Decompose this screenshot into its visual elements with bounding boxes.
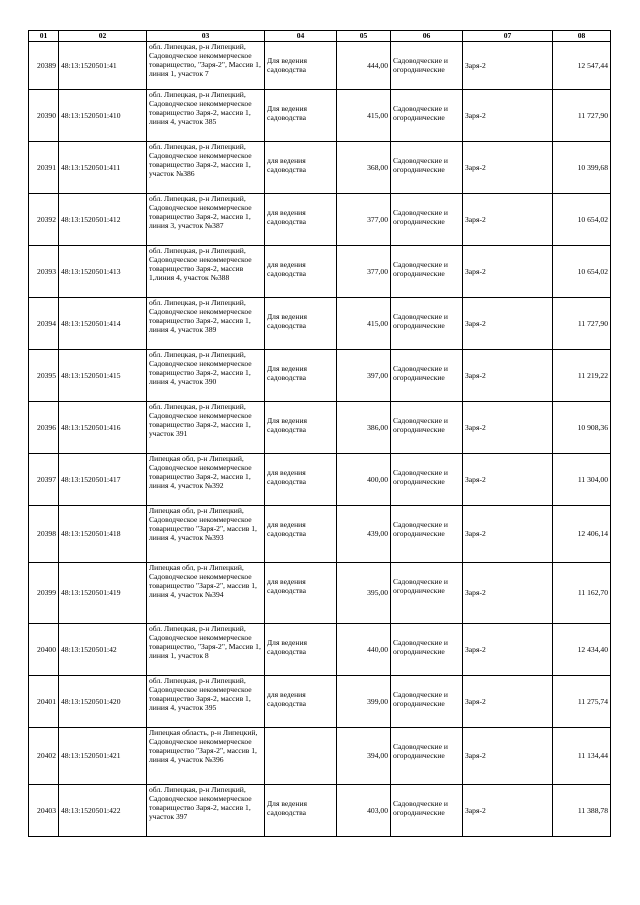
settlement-name-cell: Заря-2 [463,728,553,785]
col-header-08: 08 [553,31,611,42]
land-category-cell: Садоводческие и огороднические [391,785,463,837]
cadastral-value-cell: 12 406,14 [553,506,611,563]
address-cell [147,454,265,506]
cadastral-value-cell: 11 727,90 [553,298,611,350]
col-header-03: 03 [147,31,265,42]
cadastral-number-cell: 48:13:1520501:41 [59,42,147,90]
land-category-cell: Садоводческие и огороднические [391,728,463,785]
address-text: обл. Липецкая, р-н Липецкий, Садоводческое некоммерческое товарищество Заря-2, массив 1, участок №386 [149,142,252,179]
settlement-name-cell: Заря-2 [463,194,553,246]
settlement-name-cell: Заря-2 [463,506,553,563]
area-cell: 440,00 [337,624,391,676]
row-number-cell: 20403 [29,785,59,837]
cadastral-value-cell: 11 134,44 [553,728,611,785]
address-text: Липецкая область, р-н Липецкий, Садоводческое некоммерческое товарищество "Заря-2", массив 1, линия 4, участок №396 [149,728,258,765]
permitted-use-cell: для ведения садоводства [265,194,337,246]
land-category-cell: Садоводческие и огороднические [391,676,463,728]
settlement-name-cell: Заря-2 [463,90,553,142]
cadastral-value-cell: 10 399,68 [553,142,611,194]
row-number-cell: 20391 [29,142,59,194]
permitted-use-cell: для ведения садоводства [265,506,337,563]
table-row [29,194,611,246]
area-cell: 439,00 [337,506,391,563]
cadastral-value-cell: 11 219,22 [553,350,611,402]
table-row [29,350,611,402]
land-category-cell: Садоводческие и огороднические [391,624,463,676]
settlement-name-cell: Заря-2 [463,624,553,676]
row-number-cell: 20396 [29,402,59,454]
table-body [29,42,611,837]
address-text: обл. Липецкая, р-н Липецкий, Садоводческое некоммерческое товарищество, "Заря-2", Массив 1, линия 1, участок 8 [149,624,261,661]
col-header-02: 02 [59,31,147,42]
address-text: обл. Липецкая, р-н Липецкий, Садоводческое некоммерческое товарищество Заря-2, массив 1, линия 4, участок 390 [149,350,252,387]
cadastral-value-cell: 12 434,40 [553,624,611,676]
address-text: обл. Липецкая, р-н Липецкий, Садоводческое некоммерческое товарищество Заря-2, массив 1,линия 4, участок №388 [149,246,252,283]
settlement-name-cell: Заря-2 [463,402,553,454]
area-cell: 397,00 [337,350,391,402]
address-cell [147,506,265,563]
cadastral-number-cell: 48:13:1520501:419 [59,563,147,624]
cadastral-number-cell: 48:13:1520501:415 [59,350,147,402]
address-cell [147,194,265,246]
address-cell [147,246,265,298]
address-text: обл. Липецкая, р-н Липецкий, Садоводческое некоммерческое товарищество Заря-2, массив 1, линия 4, участок 395 [149,676,252,713]
address-cell [147,624,265,676]
col-header-01: 01 [29,31,59,42]
area-cell: 368,00 [337,142,391,194]
table-row [29,298,611,350]
table-row [29,624,611,676]
address-cell [147,42,265,90]
address-text: обл. Липецкая, р-н Липецкий, Садоводческое некоммерческое товарищество Заря-2, массив 1, участок 397 [149,785,252,822]
row-number-cell: 20400 [29,624,59,676]
permitted-use-cell: для ведения садоводства [265,246,337,298]
cadastral-number-cell: 48:13:1520501:421 [59,728,147,785]
row-number-cell: 20398 [29,506,59,563]
land-category-cell: Садоводческие и огороднические [391,246,463,298]
cadastral-number-cell: 48:13:1520501:420 [59,676,147,728]
area-cell: 444,00 [337,42,391,90]
table-row [29,90,611,142]
cadastral-number-cell: 48:13:1520501:42 [59,624,147,676]
settlement-name-cell: Заря-2 [463,142,553,194]
area-cell: 386,00 [337,402,391,454]
table-row [29,42,611,90]
col-header-05: 05 [337,31,391,42]
land-category-cell: Садоводческие и огороднические [391,90,463,142]
col-header-07: 07 [463,31,553,42]
cadastral-value-cell: 10 654,02 [553,194,611,246]
row-number-cell: 20390 [29,90,59,142]
area-cell: 403,00 [337,785,391,837]
row-number-cell: 20401 [29,676,59,728]
area-cell: 377,00 [337,246,391,298]
area-cell: 415,00 [337,90,391,142]
table-row [29,785,611,837]
cadastral-number-cell: 48:13:1520501:413 [59,246,147,298]
cadastral-number-cell: 48:13:1520501:412 [59,194,147,246]
address-text: Липецкая обл, р-н Липецкий, Садоводческое некоммерческое товарищество "Заря-2", массив 1, линия 4, участок №394 [149,563,257,600]
address-cell [147,90,265,142]
row-number-cell: 20402 [29,728,59,785]
permitted-use-cell [265,728,337,785]
land-parcel-table [28,30,611,837]
area-cell: 395,00 [337,563,391,624]
address-text: обл. Липецкая, р-н Липецкий, Садоводческое некоммерческое товарищество Заря-2, массив 1, линия 4, участок 385 [149,90,252,127]
permitted-use-cell: Для ведения садоводства [265,298,337,350]
settlement-name-cell: Заря-2 [463,785,553,837]
address-cell [147,676,265,728]
settlement-name-cell: Заря-2 [463,350,553,402]
settlement-name-cell: Заря-2 [463,676,553,728]
cadastral-value-cell: 12 547,44 [553,42,611,90]
permitted-use-cell: Для ведения садоводства [265,90,337,142]
row-number-cell: 20389 [29,42,59,90]
address-cell [147,563,265,624]
row-number-cell: 20392 [29,194,59,246]
cadastral-value-cell: 10 908,36 [553,402,611,454]
address-text: обл. Липецкая, р-н Липецкий, Садоводческое некоммерческое товарищество Заря-2, массив 1, линия 3, участок №387 [149,194,252,231]
cadastral-number-cell: 48:13:1520501:410 [59,90,147,142]
cadastral-number-cell: 48:13:1520501:416 [59,402,147,454]
cadastral-value-cell: 11 727,90 [553,90,611,142]
address-cell [147,298,265,350]
area-cell: 400,00 [337,454,391,506]
table-row [29,563,611,624]
permitted-use-cell: Для ведения садоводства [265,785,337,837]
address-cell [147,728,265,785]
address-text: Липецкая обл, р-н Липецкий, Садоводческое некоммерческое товарищество "Заря-2", массив 1, линия 4, участок №393 [149,506,257,543]
table-row [29,506,611,563]
row-number-cell: 20393 [29,246,59,298]
cadastral-number-cell: 48:13:1520501:411 [59,142,147,194]
area-cell: 377,00 [337,194,391,246]
permitted-use-cell: для ведения садоводства [265,454,337,506]
row-number-cell: 20395 [29,350,59,402]
cadastral-value-cell: 10 654,02 [553,246,611,298]
cadastral-number-cell: 48:13:1520501:417 [59,454,147,506]
col-header-04: 04 [265,31,337,42]
cadastral-number-cell: 48:13:1520501:418 [59,506,147,563]
table-row [29,402,611,454]
settlement-name-cell: Заря-2 [463,246,553,298]
table-header-row [29,31,611,42]
land-category-cell: Садоводческие и огороднические [391,506,463,563]
settlement-name-cell: Заря-2 [463,298,553,350]
land-category-cell: Садоводческие и огороднические [391,402,463,454]
land-category-cell: Садоводческие и огороднические [391,194,463,246]
address-text: обл. Липецкая, р-н Липецкий, Садоводческое некоммерческое товарищество Заря-2, массив 1, участок 391 [149,402,252,439]
row-number-cell: 20399 [29,563,59,624]
land-category-cell: Садоводческие и огороднические [391,42,463,90]
address-cell [147,402,265,454]
table-row [29,142,611,194]
cadastral-number-cell: 48:13:1520501:422 [59,785,147,837]
col-header-06: 06 [391,31,463,42]
permitted-use-cell: Для ведения садоводства [265,402,337,454]
address-cell [147,350,265,402]
area-cell: 394,00 [337,728,391,785]
cadastral-value-cell: 11 275,74 [553,676,611,728]
cadastral-value-cell: 11 388,78 [553,785,611,837]
settlement-name-cell: Заря-2 [463,563,553,624]
address-text: Липецкая обл, р-н Липецкий, Садоводческое некоммерческое товарищество Заря-2, массив 1, линия 4, участок №392 [149,454,252,491]
cadastral-value-cell: 11 304,00 [553,454,611,506]
settlement-name-cell: Заря-2 [463,454,553,506]
land-category-cell: Садоводческие и огороднические [391,563,463,624]
area-cell: 399,00 [337,676,391,728]
row-number-cell: 20397 [29,454,59,506]
settlement-name-cell: Заря-2 [463,42,553,90]
table-row [29,454,611,506]
table-row [29,246,611,298]
permitted-use-cell: для ведения садоводства [265,142,337,194]
permitted-use-cell: Для ведения садоводства [265,42,337,90]
table-row [29,676,611,728]
address-cell [147,785,265,837]
address-text: обл. Липецкая, р-н Липецкий, Садоводческое некоммерческое товарищество, "Заря-2", Массив 1, линия 1, участок 7 [149,42,261,79]
table-row [29,728,611,785]
land-category-cell: Садоводческие и огороднические [391,454,463,506]
address-text: обл. Липецкая, р-н Липецкий, Садоводческое некоммерческое товарищество Заря-2, массив 1, линия 4, участок 389 [149,298,252,335]
permitted-use-cell: Для ведения садоводства [265,350,337,402]
cadastral-value-cell: 11 162,70 [553,563,611,624]
cadastral-number-cell: 48:13:1520501:414 [59,298,147,350]
land-category-cell: Садоводческие и огороднические [391,142,463,194]
permitted-use-cell: для ведения садоводства [265,563,337,624]
permitted-use-cell: для ведения садоводства [265,676,337,728]
land-category-cell: Садоводческие и огороднические [391,350,463,402]
address-cell [147,142,265,194]
area-cell: 415,00 [337,298,391,350]
row-number-cell: 20394 [29,298,59,350]
permitted-use-cell: Для ведения садоводства [265,624,337,676]
land-category-cell: Садоводческие и огороднические [391,298,463,350]
